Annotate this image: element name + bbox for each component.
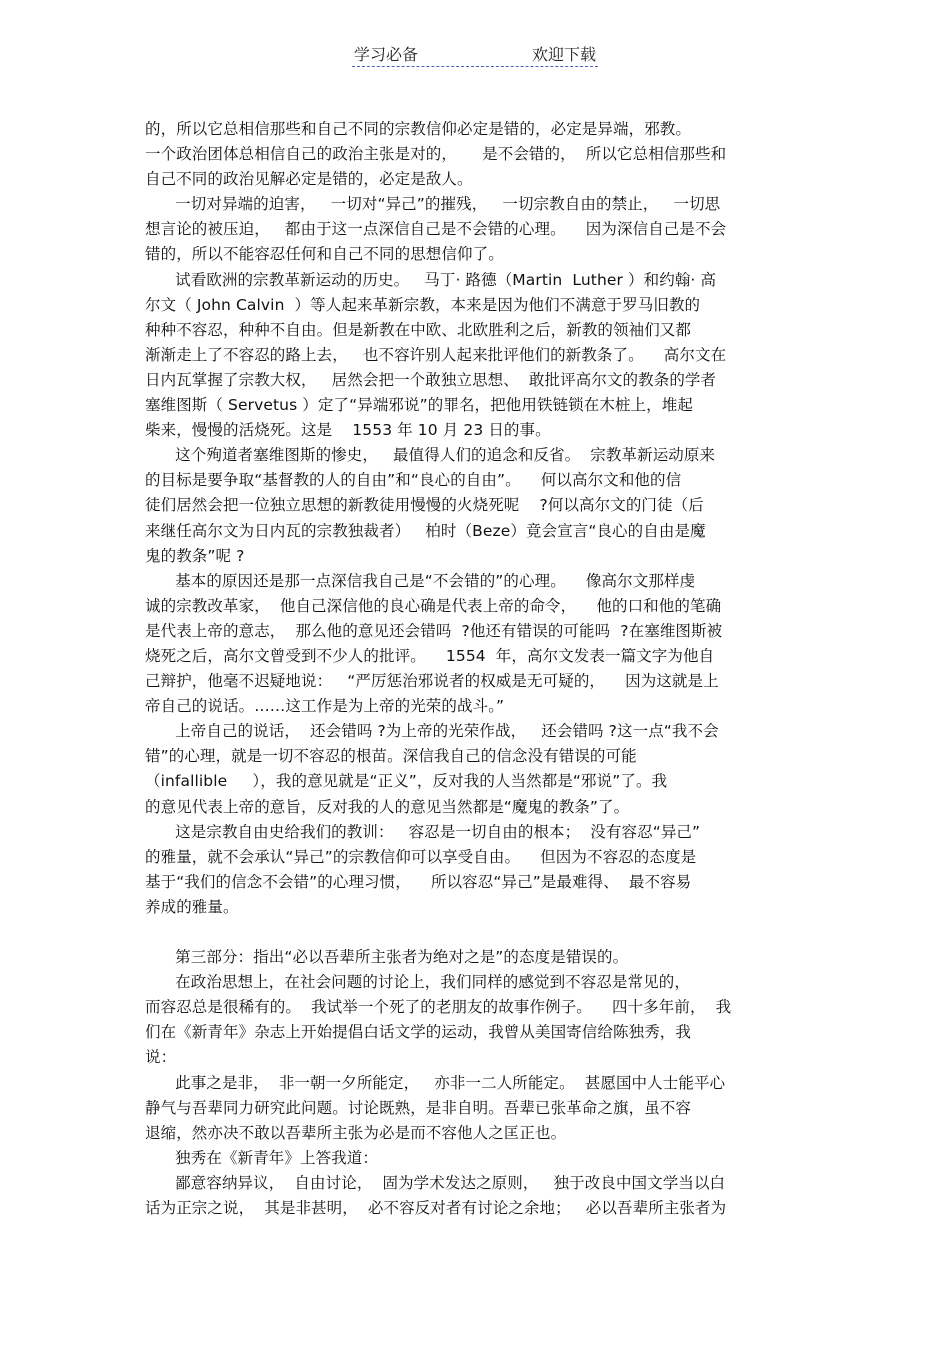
text-line: 基于“我们的信念不会错”的心理习惯， 所以容忍“异己”是最难得、 最不容易 bbox=[145, 872, 692, 891]
text-line: 的目标是要争取“基督教的人的自由”和“良心的自由”。 何以高尔文和他的信 bbox=[145, 471, 682, 490]
text-line: 错的，所以不能容忍任何和自己不同的思想信仰了。 bbox=[145, 245, 504, 264]
text-line: 的雅量，就不会承认“异己”的宗教信仰可以享受自由。 但因为不容忍的态度是 bbox=[145, 847, 697, 866]
text-line: 在政治思想上，在社会问题的讨论上，我们同样的感觉到不容忍是常见的， bbox=[145, 973, 690, 992]
text-line: 帝自己的说话。……这工作是为上帝的光荣的战斗。” bbox=[145, 697, 505, 716]
text-line: 上帝自己的说话， 还会错吗 ?为上帝的光荣作战， 还会错吗 ?这一点“我不会 bbox=[145, 722, 719, 741]
blank-line bbox=[145, 920, 807, 945]
quote-line: 话为正宗之说， 其是非甚明， 必不容反对者有讨论之余地； 必以吾辈所主张者为 bbox=[145, 1199, 727, 1218]
text-line: 错”的心理，就是一切不容忍的根苗。深信我自己的信念没有错误的可能 bbox=[145, 747, 637, 766]
text-line: 自己不同的政治见解必定是错的，必定是敌人。 bbox=[145, 170, 473, 189]
text-line: 柴来，慢慢的活烧死。这是 1553 年 10 月 23 日的事。 bbox=[145, 421, 551, 440]
text-line: 徒们居然会把一位独立思想的新教徒用慢慢的火烧死呢 ?何以高尔文的门徒（后 bbox=[145, 496, 704, 515]
text-line: 鬼的教条”呢 ? bbox=[145, 546, 245, 565]
text-line: 尔文（ John Calvin ）等人起来革新宗教，本来是因为他们不满意于罗马旧教的 bbox=[145, 295, 701, 314]
section-heading: 第三部分：指出“必以吾辈所主张者为绝对之是”的态度是错误的。 bbox=[145, 948, 629, 967]
text-line: 一个政治团体总相信自己的政治主张是对的， 是不会错的， 所以它总相信那些和 bbox=[145, 145, 727, 164]
text-line: 这个殉道者塞维图斯的惨史， 最值得人们的追念和反省。 宗教革新运动原来 bbox=[145, 446, 716, 465]
text-line: 这是宗教自由史给我们的教训： 容忍是一切自由的根本； 没有容忍“异己” bbox=[145, 822, 701, 841]
text-line: 说： bbox=[145, 1048, 177, 1067]
text-line: 诚的宗教改革家， 他自己深信他的良心确是代表上帝的命令， 他的口和他的笔确 bbox=[145, 596, 722, 615]
text-line: 而容忍总是很稀有的。 我试举一个死了的老朋友的故事作例子。 四十多年前， 我 bbox=[145, 998, 732, 1017]
text-line: 己辩护，他毫不迟疑地说： “严厉惩治邪说者的权威是无可疑的， 因为这就是上 bbox=[145, 672, 719, 691]
text-line: （infallible ），我的意见就是“正义”，反对我的人当然都是“邪说”了。我 bbox=[145, 772, 668, 791]
quote-line: 鄙意容纳异议， 自由讨论， 固为学术发达之原则， 独于改良中国文学当以白 bbox=[145, 1173, 726, 1192]
page-header bbox=[352, 42, 598, 67]
text-line: 独秀在《新青年》上答我道： bbox=[145, 1148, 378, 1167]
quote-line: 退缩，然亦决不敢以吾辈所主张为必是而不容他人之匡正也。 bbox=[145, 1123, 567, 1142]
text-line: 塞维图斯（ Servetus ）定了“异端邪说”的罪名，把他用铁链锁在木桩上，堆起 bbox=[145, 396, 693, 415]
text-line: 想言论的被压迫， 都由于这一点深信自己是不会错的心理。 因为深信自己是不会 bbox=[145, 220, 727, 239]
text-line: 的，所以它总相信那些和自己不同的宗教信仰必定是错的，必定是异端，邪教。 bbox=[145, 120, 692, 138]
document-body bbox=[145, 117, 807, 1221]
text-line: 来继任高尔文为日内瓦的宗教独裁者） 柏时（Beze）竟会宣言“良心的自由是魔 bbox=[145, 521, 706, 540]
quote-line: 静气与吾辈同力研究此问题。讨论既熟，是非自明。吾辈已张革命之旗，虽不容 bbox=[145, 1098, 692, 1117]
text-line: 基本的原因还是那一点深信我自己是“不会错的”的心理。 像高尔文那样虔 bbox=[145, 571, 696, 590]
text-line: 们在《新青年》杂志上开始提倡白话文学的运动，我曾从美国寄信给陈独秀，我 bbox=[145, 1023, 692, 1042]
quote-line: 此事之是非， 非一朝一夕所能定， 亦非一二人所能定。 甚愿国中人士能平心 bbox=[145, 1073, 726, 1092]
text-line: 渐渐走上了不容忍的路上去， 也不容许别人起来批评他们的新教条了。 高尔文在 bbox=[145, 345, 727, 364]
header-right-text: 欢迎下载 bbox=[531, 45, 596, 64]
header-left-text: 学习必备 bbox=[354, 45, 419, 64]
text-line: 一切对异端的迫害， 一切对“异己”的摧残， 一切宗教自由的禁止， 一切思 bbox=[145, 195, 721, 214]
text-line: 日内瓦掌握了宗教大权， 居然会把一个敢独立思想、 敢批评高尔文的教条的学者 bbox=[145, 370, 717, 389]
text-line: 养成的雅量。 bbox=[145, 897, 239, 916]
text-line: 是代表上帝的意志， 那么他的意见还会错吗 ?他还有错误的可能吗 ?在塞维图斯被 bbox=[145, 621, 723, 640]
text-line: 试看欧洲的宗教革新运动的历史。 马丁· 路德（Martin Luther ）和约翰· 高 bbox=[145, 270, 717, 289]
text-line: 烧死之后，高尔文曾受到不少人的批评。 1554 年，高尔文发表一篇文字为他自 bbox=[145, 646, 715, 665]
text-line: 种种不容忍，种种不自由。但是新教在中欧、北欧胜利之后，新教的领袖们又都 bbox=[145, 320, 692, 339]
text-line: 的意见代表上帝的意旨，反对我的人的意见当然都是“魔鬼的教条”了。 bbox=[145, 797, 630, 816]
